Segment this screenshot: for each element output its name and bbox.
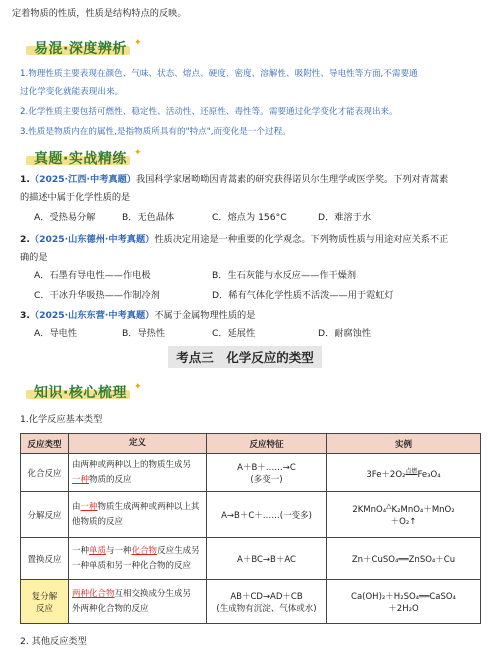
- cell-feature: AB＋CD→AD＋CB (生成物有沉淀、气体或水): [207, 580, 327, 624]
- q2-option-c: C．干冰升华吸热——作制冷剂: [34, 290, 160, 301]
- section-banner-knowledge: 知识·核心梳理 ✦: [26, 380, 146, 402]
- cell-type: 分解反应: [21, 492, 69, 538]
- q3-option-a: A．导电性: [34, 328, 78, 339]
- q1-option-b: B．无色晶体: [122, 212, 175, 223]
- section-banner-confusion: 易混·深度辨析 ✦: [26, 36, 146, 58]
- subheading-1: 1.化学反应基本类型: [20, 414, 103, 425]
- question-1: 1.（2025·江西·中考真题）我国科学家屠呦呦因青蒿素的研究获得诺贝尔生理学或医学奖。下列对青蒿素: [20, 174, 449, 185]
- q2-option-d: D．稀有气体化学性质不活泼——用于霓虹灯: [212, 290, 394, 301]
- cell-example: 2KMnO₄△K₂MnO₄＋MnO₂ ＋O₂↑: [327, 492, 481, 538]
- cell-type: 化合反应: [21, 454, 69, 492]
- cell-example: Ca(OH)₂＋H₂SO₄══CaSO₄ ＋2H₂O: [327, 580, 481, 624]
- section-banner-practice: 真题·实战精练 ✦: [26, 146, 146, 168]
- sparkle-icon: ✦: [134, 148, 142, 158]
- q1-option-a: A．受热易分解: [34, 212, 96, 223]
- cell-definition: 一种单质与一种化合物反应生成另 一种单质和另一种化合物的反应: [69, 538, 207, 580]
- section-heading: 考点三 化学反应的类型: [0, 346, 490, 368]
- q3-option-b: B．导热性: [122, 328, 166, 339]
- table-row: [21, 492, 481, 538]
- cell-definition: 由一种物质生成两种或两种以上其 他物质的反应: [69, 492, 207, 538]
- sparkle-icon: ✦: [134, 382, 142, 392]
- q3-option-d: D．耐腐蚀性: [318, 328, 372, 339]
- confusion-line-1: 1.物理性质主要表现在颜色、气味、状态、熔点、硬度、密度、溶解性、吸附性、导电性等方面,不需要通: [20, 69, 418, 79]
- confusion-line-2: 过化学变化就能表现出来。: [20, 87, 124, 97]
- table-row: [21, 580, 481, 624]
- q2-option-a: A．石墨有导电性——作电极: [34, 270, 151, 281]
- q1-option-c: C．熔点为 156°C: [212, 212, 287, 223]
- question-3: 3.（2025·山东东营·中考真题）不属于金属物理性质的是: [20, 310, 256, 321]
- cell-feature: A＋BC→B＋AC: [207, 538, 327, 580]
- q2-option-b: B．生石灰能与水反应——作干燥剂: [212, 270, 357, 281]
- table-header: 定义: [69, 434, 207, 454]
- table-header: 实例: [327, 434, 481, 454]
- table-header-row: [21, 434, 481, 454]
- q3-option-c: C．延展性: [212, 328, 256, 339]
- question-2: 2.（2025·山东德州·中考真题）性质决定用途是一种重要的化学观念。下列物质性质与用途对应关系不正: [20, 234, 449, 245]
- table-row: [21, 454, 481, 492]
- question-2-cont: 确的是: [20, 252, 48, 263]
- table-header: 反应类型: [21, 434, 69, 454]
- cell-feature: A＋B＋……→C (多变一): [207, 454, 327, 492]
- cell-type: 置换反应: [21, 538, 69, 580]
- confusion-line-4: 3.性质是物质内在的属性,是指物质所具有的"特点",而变化是一个过程。: [20, 127, 291, 137]
- table-header: 反应特征: [207, 434, 327, 454]
- top-line: 定着物质的性质，性质是结构特点的反映。: [12, 8, 187, 19]
- sparkle-icon: ✦: [134, 38, 142, 48]
- confusion-line-3: 2.化学性质主要包括可燃性、稳定性、活动性、还原性、毒性等。需要通过化学变化才能表现出来。: [20, 107, 398, 117]
- cell-feature: A→B＋C＋……(一变多): [207, 492, 327, 538]
- q1-option-d: D．难溶于水: [318, 212, 372, 223]
- cell-example: 3Fe＋2O₂$^{点燃}$Fe₃O₄: [327, 454, 481, 492]
- reaction-types-table: [20, 433, 481, 624]
- table-row: [21, 538, 481, 580]
- cell-definition: 两种化合物互相交换成分生成另 外两种化合物的反应: [69, 580, 207, 624]
- cell-definition: 由两种或两种以上的物质生成另 一种物质的反应: [69, 454, 207, 492]
- subheading-2: 2. 其他反应类型: [20, 636, 87, 647]
- question-1-cont: 的描述中属于化学性质的是: [20, 192, 131, 203]
- cell-example: Zn＋CuSO₄══ZnSO₄＋Cu: [327, 538, 481, 580]
- cell-type: 复分解 反应: [21, 580, 69, 624]
